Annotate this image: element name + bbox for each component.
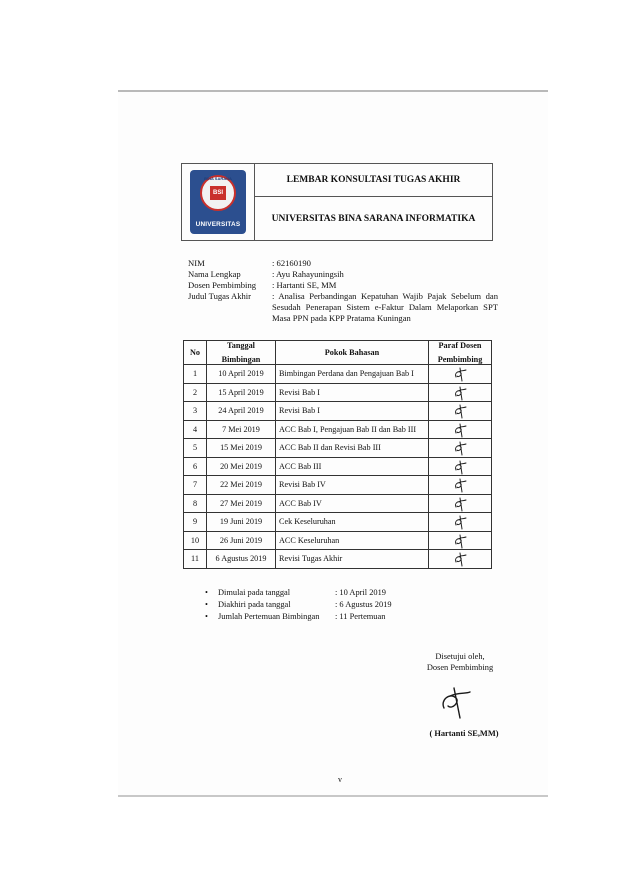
cell-date: 20 Mei 2019 — [207, 457, 276, 476]
logo-cell — [182, 164, 255, 240]
summary-label: Diakhiri pada tanggal — [218, 600, 291, 609]
info-label: Judul Tugas Akhir — [188, 291, 252, 301]
university-logo — [190, 170, 246, 234]
cell-signature — [429, 494, 492, 513]
header-date-line2: Bimbingan — [221, 355, 261, 364]
bullet-icon: • — [205, 588, 208, 597]
info-value: : 62160190 — [272, 258, 311, 268]
table-row — [184, 550, 492, 569]
summary-item — [205, 599, 392, 611]
header-sign — [429, 341, 492, 365]
cell-no: 11 — [184, 550, 207, 569]
table-header-row — [184, 341, 492, 365]
document-title: LEMBAR KONSULTASI TUGAS AKHIR — [255, 164, 492, 197]
info-value: : Hartanti SE, MM — [272, 280, 337, 290]
cell-no: 8 — [184, 494, 207, 513]
cell-topic: Revisi Bab IV — [276, 476, 429, 495]
table-row — [184, 383, 492, 402]
bullet-icon: • — [205, 600, 208, 609]
paraf-signature-icon — [453, 484, 467, 493]
header-no: No — [184, 341, 207, 365]
cell-date: 15 Mei 2019 — [207, 439, 276, 458]
cell-topic: ACC Bab I, Pengajuan Bab II dan Bab III — [276, 420, 429, 439]
cell-date: 19 Juni 2019 — [207, 513, 276, 532]
cell-no: 7 — [184, 476, 207, 495]
cell-signature — [429, 402, 492, 421]
cell-no: 3 — [184, 402, 207, 421]
advisor-signature-icon — [436, 684, 476, 720]
institution-name: UNIVERSITAS BINA SARANA INFORMATIKA — [271, 213, 476, 224]
cell-signature — [429, 513, 492, 532]
table-row — [184, 457, 492, 476]
summary-item — [205, 587, 392, 599]
header-sign-line1: Paraf Dosen — [438, 341, 482, 350]
info-value: : Ayu Rahayuningsih — [272, 269, 344, 279]
paraf-signature-icon — [453, 540, 467, 549]
info-label: NIM — [188, 258, 205, 268]
paraf-signature-icon — [453, 373, 467, 382]
cell-no: 10 — [184, 531, 207, 550]
cell-no: 4 — [184, 420, 207, 439]
info-value: : Analisa Perbandingan Kepatuhan Wajib Pajak Sebelum dan Sesudah Penerapan Sistem e-Faktur Dalam Melaporkan SPT Masa PPN pada KPP Pratama Kuningan — [272, 291, 498, 323]
info-row-name — [188, 269, 498, 280]
cell-date: 22 Mei 2019 — [207, 476, 276, 495]
logo-emblem — [200, 175, 236, 211]
summary-value: : 6 Agustus 2019 — [335, 600, 392, 609]
table-row — [184, 513, 492, 532]
cell-date: 26 Juni 2019 — [207, 531, 276, 550]
header-date-line1: Tanggal — [227, 341, 255, 350]
bullet-icon: • — [205, 612, 208, 621]
document-header — [181, 163, 493, 241]
cell-no: 5 — [184, 439, 207, 458]
logo-bottom-text: UNIVERSITAS — [195, 221, 241, 228]
paraf-signature-icon — [453, 503, 467, 512]
cell-signature — [429, 531, 492, 550]
student-info — [188, 258, 498, 324]
cell-no: 9 — [184, 513, 207, 532]
cell-signature — [429, 476, 492, 495]
logo-inner-mark: BSI — [210, 186, 226, 200]
cell-topic: Revisi Bab I — [276, 402, 429, 421]
summary-list — [205, 587, 392, 623]
paraf-signature-icon — [453, 521, 467, 530]
table-row — [184, 476, 492, 495]
paraf-signature-icon — [453, 410, 467, 419]
cell-no: 2 — [184, 383, 207, 402]
paraf-signature-icon — [453, 429, 467, 438]
cell-topic: ACC Bab II dan Revisi Bab III — [276, 439, 429, 458]
logo-arc-text: BINA SARANA — [204, 176, 232, 181]
cell-no: 6 — [184, 457, 207, 476]
cell-signature — [429, 457, 492, 476]
table-row — [184, 420, 492, 439]
cell-signature — [429, 550, 492, 569]
summary-value: : 11 Pertemuan — [335, 612, 386, 621]
cell-date: 15 April 2019 — [207, 383, 276, 402]
table-row — [184, 439, 492, 458]
summary-label: Dimulai pada tanggal — [218, 588, 291, 597]
cell-topic: Bimbingan Perdana dan Pengajuan Bab I — [276, 365, 429, 384]
cell-topic: Cek Keseluruhan — [276, 513, 429, 532]
cell-topic: ACC Bab III — [276, 457, 429, 476]
header-sign-line2: Pembimbing — [437, 355, 483, 364]
cell-no: 1 — [184, 365, 207, 384]
cell-date: 10 April 2019 — [207, 365, 276, 384]
cell-date: 6 Agustus 2019 — [207, 550, 276, 569]
info-row-title — [188, 291, 498, 324]
header-topic: Pokok Bahasan — [276, 341, 429, 365]
paraf-signature-icon — [453, 466, 467, 475]
header-date — [207, 341, 276, 365]
summary-label: Jumlah Pertemuan Bimbingan — [218, 612, 320, 621]
cell-topic: Revisi Bab I — [276, 383, 429, 402]
cell-signature — [429, 365, 492, 384]
scan-edge-bottom — [118, 795, 548, 797]
paraf-signature-icon — [453, 558, 467, 567]
cell-signature — [429, 439, 492, 458]
cell-topic: ACC Bab IV — [276, 494, 429, 513]
approval-line2: Dosen Pembimbing — [426, 663, 494, 672]
cell-signature — [429, 420, 492, 439]
table-row — [184, 365, 492, 384]
cell-topic: ACC Keseluruhan — [276, 531, 429, 550]
cell-signature — [429, 383, 492, 402]
page-number: v — [338, 775, 342, 784]
summary-value: : 10 April 2019 — [335, 588, 386, 597]
approval-line1: Disetujui oleh, — [435, 652, 485, 661]
table-row — [184, 531, 492, 550]
cell-date: 7 Mei 2019 — [207, 420, 276, 439]
cell-date: 24 April 2019 — [207, 402, 276, 421]
cell-topic: Revisi Tugas Akhir — [276, 550, 429, 569]
info-label: Dosen Pembimbing — [188, 280, 257, 290]
cell-date: 27 Mei 2019 — [207, 494, 276, 513]
paraf-signature-icon — [453, 447, 467, 456]
info-label: Nama Lengkap — [188, 269, 241, 279]
summary-item — [205, 611, 392, 623]
table-row — [184, 494, 492, 513]
approval-block — [410, 651, 510, 673]
consultation-table — [183, 340, 492, 569]
paraf-signature-icon — [453, 392, 467, 401]
info-row-advisor — [188, 280, 498, 291]
info-row-nim — [188, 258, 498, 269]
table-row — [184, 402, 492, 421]
advisor-name: ( Hartanti SE,MM) — [429, 729, 499, 738]
